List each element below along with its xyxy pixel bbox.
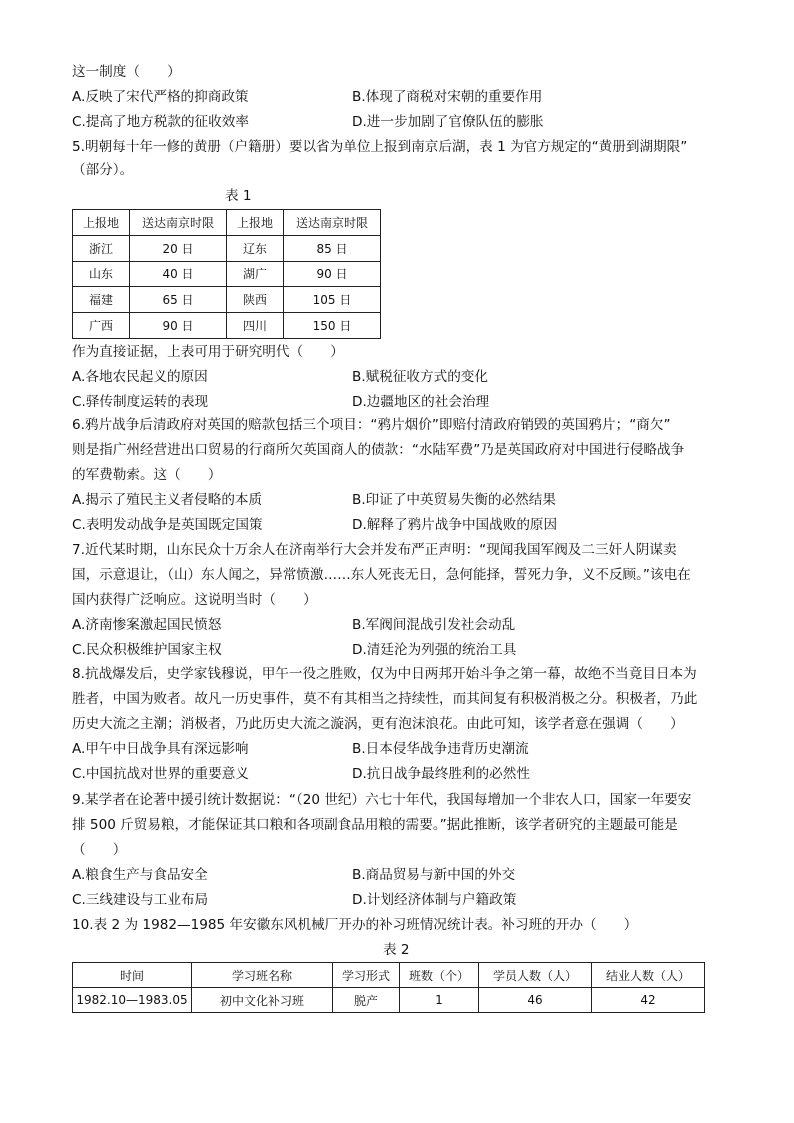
- q8-option-d: D.抗日战争最终胜利的必然性: [352, 766, 530, 782]
- table1-cell: 山东: [73, 261, 130, 287]
- q7-option-b: B.军阀间混战引发社会动乱: [352, 617, 516, 633]
- table1-header-cell: 送达南京时限: [284, 210, 381, 236]
- table1-cell: 40 日: [130, 261, 227, 287]
- table1-cell: 福建: [73, 287, 130, 313]
- q8-option-a: A.甲午中日战争具有深远影响: [72, 741, 249, 757]
- table2: [72, 962, 705, 1013]
- q5-option-a: A.各地农民起义的原因: [72, 369, 208, 385]
- table2-header-row: [73, 963, 705, 988]
- q8-stem-line2: 胜者，中国为败者。故凡一历史事件，莫不有其相当之持续性，而其间复有积极消极之分。积极者，乃此: [72, 691, 698, 707]
- q9-stem-line3: （ ）: [72, 842, 127, 858]
- table1-cell: 85 日: [284, 235, 381, 261]
- q9-option-b: B.商品贸易与新中国的外交: [352, 867, 516, 883]
- q9-option-d: D.计划经济体制与户籍政策: [352, 892, 517, 908]
- table1-cell: 辽东: [227, 235, 284, 261]
- table2-cell: 1: [400, 988, 479, 1013]
- q4-option-a: A.反映了宋代严格的抑商政策: [72, 89, 249, 105]
- q7-option-a: A.济南惨案激起国民愤怒: [72, 617, 222, 633]
- table1-caption: 表 1: [225, 188, 252, 204]
- q6-stem-line1: 6.鸦片战争后清政府对英国的赔款包括三个项目：“鸦片烟价”即赔付清政府销毁的英国鸦片；“商欠”: [72, 417, 671, 433]
- table1-header-cell: 送达南京时限: [130, 210, 227, 236]
- q6-option-d: D.解释了鸦片战争中国战败的原因: [352, 517, 558, 533]
- table1-cell: 陕西: [227, 287, 284, 313]
- table1-cell: 湖广: [227, 261, 284, 287]
- table1-cell: 浙江: [73, 235, 130, 261]
- q5-option-b: B.赋税征收方式的变化: [352, 369, 488, 385]
- q6-option-b: B.印证了中英贸易失衡的必然结果: [352, 492, 556, 508]
- q8-option-b: B.日本侵华战争违背历史潮流: [352, 741, 529, 757]
- table2-cell: 42: [592, 988, 705, 1013]
- table2-cell: 脱产: [333, 988, 400, 1013]
- q5-question: 作为直接证据，上表可用于研究明代（ ）: [72, 344, 344, 360]
- table1-cell: 105 日: [284, 287, 381, 313]
- q7-stem-line2: 国，示意退让，（山）东人闻之，异常愤激……东人死丧无日，急何能择，誓死力争，义不反顾。”该电在: [72, 567, 691, 583]
- table2-header-cell: 学员人数（人）: [479, 963, 592, 988]
- q6-option-c: C.表明发动战争是英国既定国策: [72, 517, 263, 533]
- q4-option-b: B.体现了商税对宋朝的重要作用: [352, 89, 543, 105]
- table1-cell: 20 日: [130, 235, 227, 261]
- q4-option-c: C.提高了地方税款的征收效率: [72, 114, 249, 130]
- q6-option-a: A.揭示了殖民主义者侵略的本质: [72, 492, 263, 508]
- table1-cell: 65 日: [130, 287, 227, 313]
- q5-stem-line2: （部分）。: [72, 162, 134, 178]
- q4-option-d: D.进一步加剧了官僚队伍的膨胀: [352, 114, 544, 130]
- table1-cell: 广西: [73, 313, 130, 339]
- table-row: [73, 235, 381, 261]
- q7-option-d: D.清廷沦为列强的统治工具: [352, 642, 517, 658]
- table-row: [73, 313, 381, 339]
- table2-cell: 初中文化补习班: [192, 988, 333, 1013]
- table-row: [73, 287, 381, 313]
- table2-cell: 1982.10—1983.05: [73, 988, 192, 1013]
- table1-header-cell: 上报地: [73, 210, 130, 236]
- q5-option-d: D.边疆地区的社会治理: [352, 394, 490, 410]
- q10-stem-line1: 10.表 2 为 1982—1985 年安徽东风机械厂开办的补习班情况统计表。补习班的开办（ ）: [72, 917, 638, 933]
- q5-stem-line1: 5.明朝每十年一修的黄册（户籍册）要以省为单位上报到南京后湖，表 1 为官方规定的“黄册到湖期限”: [72, 139, 688, 155]
- table2-header-cell: 学习班名称: [192, 963, 333, 988]
- table1-cell: 90 日: [130, 313, 227, 339]
- q4-stem-tail: 这一制度（ ）: [72, 64, 181, 80]
- table2-caption: 表 2: [383, 942, 410, 958]
- table2-header-cell: 班数（个）: [400, 963, 479, 988]
- table1-cell: 150 日: [284, 313, 381, 339]
- table1-cell: 90 日: [284, 261, 381, 287]
- table2-header-cell: 结业人数（人）: [592, 963, 705, 988]
- table-row: [73, 988, 705, 1013]
- q6-stem-line2: 则是指广州经营进出口贸易的行商所欠英国商人的债款：“水陆军费”乃是英国政府对中国进行侵略战争: [72, 442, 685, 458]
- table2-header-cell: 学习形式: [333, 963, 400, 988]
- q9-option-a: A.粮食生产与食品安全: [72, 867, 208, 883]
- table1-cell: 四川: [227, 313, 284, 339]
- q8-stem-line1: 8.抗战爆发后，史学家钱穆说，甲午一役之胜败，仅为中日两邦开始斗争之第一幕，故绝不当竟目日本为: [72, 666, 697, 682]
- table2-cell: 46: [479, 988, 592, 1013]
- q8-stem-line3: 历史大流之主潮；消极者，乃此历史大流之漩涡，更有泡沫浪花。由此可知，该学者意在强调（ ）: [72, 716, 684, 732]
- q7-option-c: C.民众积极维护国家主权: [72, 642, 222, 658]
- table2-header-cell: 时间: [73, 963, 192, 988]
- table1-header-cell: 上报地: [227, 210, 284, 236]
- table1: [72, 209, 381, 339]
- q9-stem-line1: 9.某学者在论著中援引统计数据说：“（20 世纪）六七十年代，我国每增加一个非农人口，国家一年要安: [72, 792, 692, 808]
- table1-header-row: [73, 210, 381, 236]
- q8-option-c: C.中国抗战对世界的重要意义: [72, 766, 249, 782]
- q6-stem-line3: 的军费勒索。这（ ）: [72, 467, 222, 483]
- q7-stem-line3: 国内获得广泛响应。这说明当时（ ）: [72, 592, 317, 608]
- q7-stem-line1: 7.近代某时期，山东民众十万余人在济南举行大会并发布严正声明：“现闻我国军阀及二三奸人阴谋卖: [72, 542, 677, 558]
- q5-option-c: C.驿传制度运转的表现: [72, 394, 209, 410]
- q9-stem-line2: 排 500 斤贸易粮，才能保证其口粮和各项副食品用粮的需要。”据此推断，该学者研究的主题最可能是: [72, 817, 678, 833]
- table-row: [73, 261, 381, 287]
- q9-option-c: C.三线建设与工业布局: [72, 892, 209, 908]
